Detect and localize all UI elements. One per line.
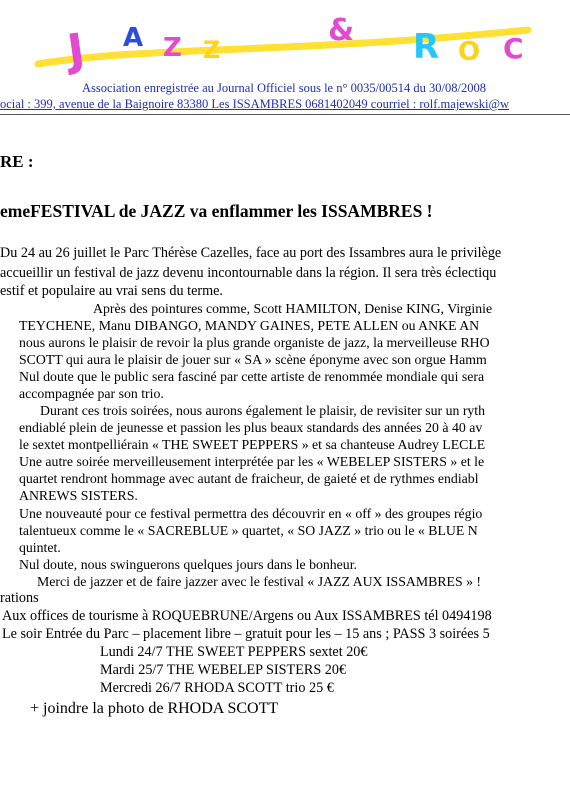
logo-letter-j: J (64, 24, 88, 77)
entry-prices-line: Le soir Entrée du Parc – placement libre – gratuit pour les – 15 ans ; PASS 3 soirées 5 (2, 626, 490, 642)
logo-letter-o: O (458, 37, 481, 67)
logo-letter-a: A (123, 23, 144, 53)
intro-line-3: estif et populaire au vrai sens du terme. (0, 283, 223, 299)
body-line-17: Merci de jazzer et de faire jazzer avec le festival « JAZZ AUX ISSAMBRES » ! (37, 574, 482, 589)
section-title: RE : (0, 152, 34, 171)
logo-ampersand: & (328, 13, 355, 48)
logo-swoosh (38, 30, 528, 64)
header-divider (0, 114, 570, 115)
registration-line: Association enregistrée au Journal Officiel sous le n° 0035/00514 du 30/08/2008 (82, 81, 487, 95)
body-line-9: le sextet montpelliérain « THE SWEET PEPPERS » et sa chanteuse Audrey LECLE (19, 437, 486, 452)
body-line-10: Une autre soirée merveilleusement interprétée par les « WEBELEP SISTERS » et le (19, 454, 485, 469)
body-line-14: talentueux comme le « SACREBLUE » quartet, « SO JAZZ » trio ou le « BLUE N (19, 523, 478, 538)
body-line-16: Nul doute, nous swinguerons quelques jours dans le bonheur. (19, 557, 357, 572)
body-line-12: ANREWS SISTERS. (19, 488, 138, 503)
body-line-15: quintet. (19, 540, 61, 555)
body-line-13: Une nouveauté pour ce festival permettra des découvrir en « off » des groupes régio (19, 506, 483, 521)
body-line-1: Après des pointures comme, Scott HAMILTON, Denise KING, Virginie (93, 301, 493, 316)
logo-letter-z1: Z (163, 33, 182, 63)
reservations-label: rations (0, 590, 39, 606)
body-line-4: SCOTT qui aura le plaisir de jouer sur « SA » scène éponyme avec son orgue Hamm (19, 352, 487, 367)
logo-letter-z2: Z (203, 36, 221, 64)
body-line-2: TEYCHENE, Manu DIBANGO, MANDY GAINES, PETE ALLEN ou ANKE AN (19, 318, 480, 333)
schedule-monday: Lundi 24/7 THE SWEET PEPPERS sextet 20€ (100, 644, 368, 660)
photo-note: + joindre la photo de RHODA SCOTT (30, 700, 279, 717)
tourism-offices-line: Aux offices de tourisme à ROQUEBRUNE/Argens ou Aux ISSAMBRES tél 0494198 (2, 608, 492, 624)
headline: emeFESTIVAL de JAZZ va enflammer les ISSAMBRES ! (0, 201, 433, 221)
body-line-7: Durant ces trois soirées, nous aurons également le plaisir, de revisiter sur un ryth (40, 403, 486, 418)
intro-line-1: Du 24 au 26 juillet le Parc Thérèse Cazelles, face au port des Issambres aura le privilège (0, 245, 502, 261)
body-line-5: Nul doute que le public sera fasciné par cette artiste de renommée mondiale qui sera (19, 369, 485, 384)
intro-line-2: accueillir un festival de jazz devenu incontournable dans la région. Il sera très éclectiqu (0, 265, 497, 281)
logo-letter-r: R (413, 27, 440, 67)
schedule-wednesday: Mercredi 26/7 RHODA SCOTT trio 25 € (100, 680, 334, 696)
body-line-8: endiablé plein de jeunesse et passion les plus beaux standards des années 20 à 40 av (19, 420, 483, 435)
schedule-tuesday: Mardi 25/7 THE WEBELEP SISTERS 20€ (100, 662, 347, 678)
jazz-roc-logo (28, 6, 558, 80)
logo-letter-c: C (503, 32, 524, 65)
body-line-6: accompagnée par son trio. (19, 386, 164, 401)
address-line: ocial : 399, avenue de la Baignoire 83380 Les ISSAMBRES 0681402049 courriel : rolf.majewski@w (0, 97, 509, 111)
body-line-11: quartet rendront hommage avec autant de fraicheur, de gaieté et de rythmes endiabl (19, 471, 479, 486)
body-line-3: nous aurons le plaisir de revoir la plus grande organiste de jazz, la merveilleuse RHO (19, 335, 490, 350)
